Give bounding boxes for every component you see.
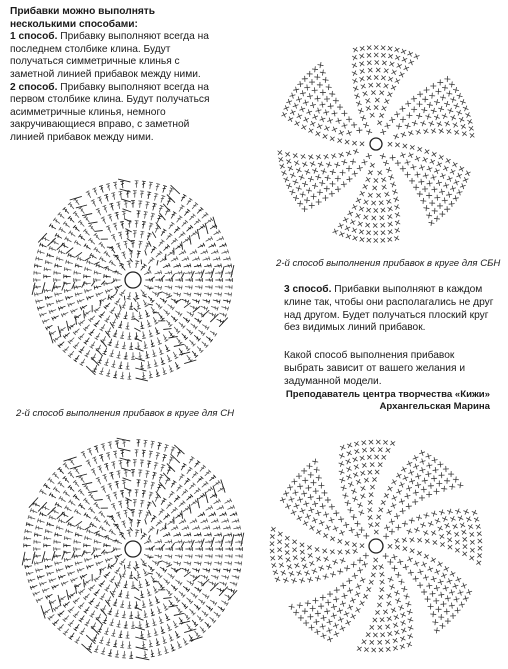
method1-text: Прибавку выполняют всегда на последнем столбике клина. Будут получаться симметричные клинья с заметной линией прибавок между ними. [10,31,209,80]
author-credit [286,389,490,413]
method3-paragraph [284,284,496,335]
intro-text [10,6,222,145]
method3-text: Прибавки выполняют в каждом клине так, чтобы они располагались не друг над другом. Будет получаться плоский круг без видимых линий прибавок. [284,284,494,334]
caption-sbn: 2-й способ выполнения прибавок в круге для СБН [276,258,501,269]
method2-text: Прибавку выполняют всегда на первом столбике клина. Будут получаться асимметричные клинья, немного закручивающиеся вправо, с заметной линией прибавок между ними. [10,81,210,143]
sbn-pinwheel-diagram [252,42,492,252]
method2-label: 2 способ. [10,81,58,93]
method1-label: 1 способ. [10,31,58,43]
intro-heading: Прибавки можно выполнять несколькими способами: [10,6,156,30]
sbn-circle-diagram-bottom [256,430,496,666]
method2-paragraph [10,82,222,145]
method3-label: 3 способ. [284,284,332,295]
caption-sn: 2-й способ выполнения прибавок в круге для СН [16,408,235,419]
sn-circle-diagram-bottom [20,432,246,668]
sn-circle-diagram-top [26,158,240,402]
author-line2: Архангельская Марина [379,401,490,413]
author-line1: Преподаватель центра творчества «Кижи» [285,389,490,400]
question-paragraph: Какой способ выполнения прибавок выбрать зависит от вашего желания и задуманной модели. [284,350,466,387]
method1-paragraph [10,31,222,81]
